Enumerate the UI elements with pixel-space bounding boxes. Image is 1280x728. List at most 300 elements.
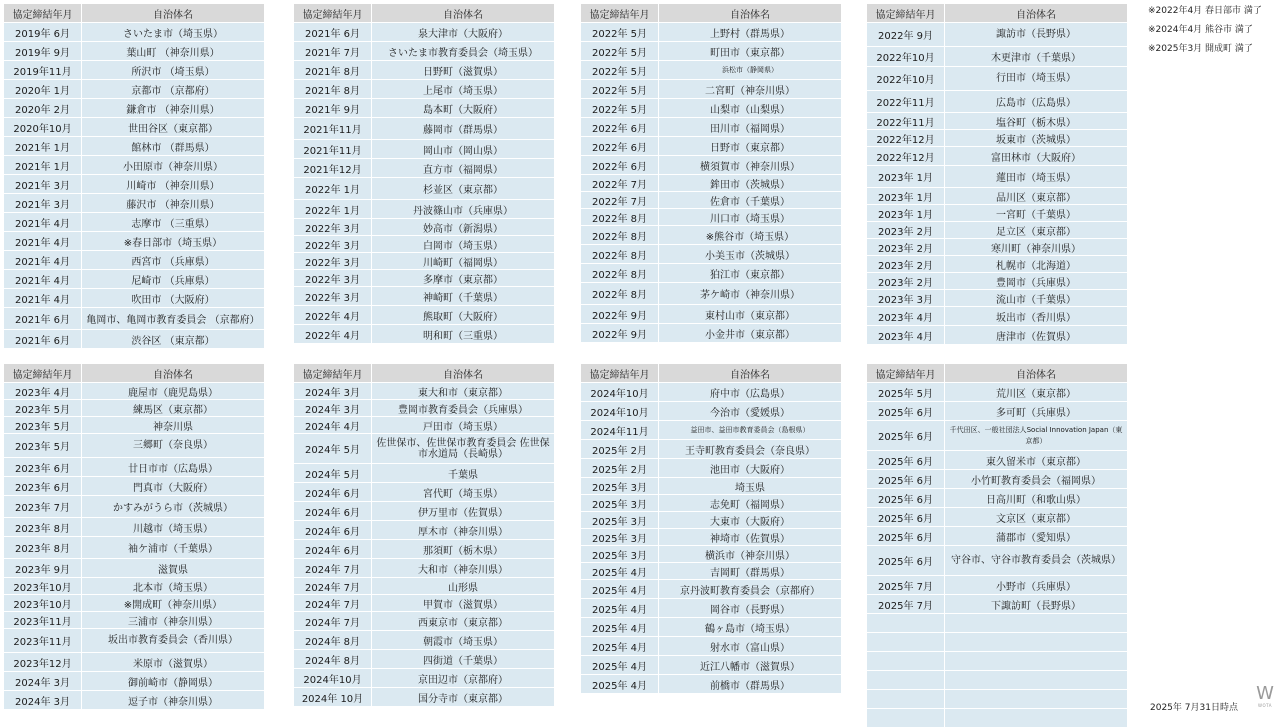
table-row — [581, 192, 842, 209]
table-row — [581, 42, 842, 61]
agreement-date-cell: 2025年 6月 — [867, 546, 945, 576]
municipality-cell: 戸田市（埼玉県） — [372, 417, 555, 434]
agreement-date-cell: 2025年 3月 — [581, 478, 659, 495]
agreement-date-cell: 2020年 1月 — [4, 80, 82, 99]
municipality-cell: 今治市（愛媛県） — [659, 402, 842, 421]
table-row — [867, 709, 1128, 728]
agreement-date-cell: 2022年 9月 — [867, 23, 945, 47]
table-row — [867, 147, 1128, 166]
header-municipality: 自治体名 — [372, 4, 555, 23]
municipality-cell: 小美玉市（茨城県） — [659, 245, 842, 264]
agreement-date-cell: 2021年 3月 — [4, 175, 82, 194]
agreement-date-cell: 2023年 2月 — [867, 273, 945, 290]
table-row — [4, 417, 265, 434]
table-row — [581, 656, 842, 675]
table-row — [4, 99, 265, 118]
agreement-date-cell: 2021年 9月 — [294, 99, 372, 118]
table-row — [581, 23, 842, 42]
municipality-cell: 王寺町教育委員会（奈良県） — [659, 440, 842, 459]
agreement-date-cell: 2022年 4月 — [294, 306, 372, 325]
municipality-cell: 鶴ヶ島市（埼玉県） — [659, 618, 842, 637]
municipality-cell: 川口市（埼玉県） — [659, 209, 842, 226]
municipality-cell: 足立区（東京都） — [945, 222, 1128, 239]
municipality-cell: 荒川区（東京都） — [945, 383, 1128, 402]
logo-text: WOTA — [1258, 703, 1272, 708]
agreement-date-cell: 2024年10月 — [581, 383, 659, 402]
table-row — [581, 546, 842, 563]
table-row — [867, 633, 1128, 652]
municipality-cell: 伊万里市（佐賀県） — [372, 502, 555, 521]
table-row — [294, 464, 555, 483]
agreement-date-cell: 2022年 4月 — [294, 325, 372, 344]
agreement-date-cell: 2022年 8月 — [581, 245, 659, 264]
table-row — [4, 518, 265, 537]
agreement-table — [580, 3, 842, 343]
municipality-cell: 大東市（大阪府） — [659, 512, 842, 529]
municipality-cell: 上野村（群馬県） — [659, 23, 842, 42]
municipality-cell: 田川市（福岡県） — [659, 118, 842, 137]
agreement-date-cell: 2024年 6月 — [294, 521, 372, 540]
agreement-date-cell: 2024年 3月 — [294, 400, 372, 417]
table-row — [581, 563, 842, 580]
table-row — [4, 156, 265, 175]
agreement-date-cell: 2022年 8月 — [581, 283, 659, 305]
municipality-cell: 泉大津市（大阪府） — [372, 23, 555, 42]
municipality-cell: 吉岡町（群馬県） — [659, 563, 842, 580]
table-row — [294, 23, 555, 42]
table-row — [4, 80, 265, 99]
table-row — [4, 612, 265, 629]
table-row — [867, 256, 1128, 273]
agreement-date-cell: 2025年 3月 — [581, 495, 659, 512]
agreement-date-cell: 2022年 7月 — [581, 192, 659, 209]
agreement-date-cell — [867, 614, 945, 633]
agreement-date-cell: 2025年 7月 — [867, 576, 945, 595]
table-row — [294, 42, 555, 61]
agreement-date-cell: 2025年 3月 — [581, 512, 659, 529]
table-row — [4, 175, 265, 194]
agreement-date-cell: 2021年11月 — [294, 140, 372, 159]
table-row — [867, 67, 1128, 91]
agreement-date-cell: 2024年 10月 — [294, 688, 372, 707]
municipality-cell: 岡山市（岡山県） — [372, 140, 555, 159]
table-row — [867, 113, 1128, 130]
agreement-table — [3, 3, 265, 349]
agreement-date-cell: 2022年 3月 — [294, 287, 372, 306]
table-row — [4, 434, 265, 458]
agreement-date-cell: 2022年 5月 — [581, 80, 659, 99]
municipality-cell: 日野町（滋賀県） — [372, 61, 555, 80]
municipality-cell: 朝霞市（埼玉県） — [372, 631, 555, 650]
agreement-date-cell: 2022年 3月 — [294, 236, 372, 253]
municipality-cell: 府中市（広島県） — [659, 383, 842, 402]
table-row — [294, 253, 555, 270]
municipality-cell: 守谷市、守谷市教育委員会（茨城県） — [945, 546, 1128, 576]
municipality-cell: 西東京市（東京都） — [372, 612, 555, 631]
table-row — [867, 546, 1128, 576]
agreement-table — [866, 363, 1128, 728]
agreement-date-cell: 2020年10月 — [4, 118, 82, 137]
header-municipality: 自治体名 — [945, 4, 1128, 23]
table-row — [4, 400, 265, 417]
agreement-date-cell — [867, 709, 945, 728]
municipality-cell: 小野市（兵庫県） — [945, 576, 1128, 595]
table-row — [4, 383, 265, 400]
table-row — [4, 137, 265, 156]
agreement-date-cell: 2024年10月 — [581, 402, 659, 421]
agreement-date-cell: 2025年 3月 — [581, 529, 659, 546]
municipality-cell: 逗子市（神奈川県） — [82, 691, 265, 710]
municipality-cell: 米原市（滋賀県） — [82, 653, 265, 672]
table-row — [294, 200, 555, 219]
municipality-cell: 坂出市教育委員会（香川県） — [82, 629, 265, 653]
agreement-date-cell: 2023年 8月 — [4, 537, 82, 559]
table-row — [4, 232, 265, 251]
table-row — [581, 264, 842, 283]
table-row — [294, 669, 555, 688]
header-agreement-date: 協定締結年月 — [581, 364, 659, 383]
table-row — [294, 559, 555, 578]
agreement-date-cell: 2023年 6月 — [4, 458, 82, 477]
agreement-date-cell: 2022年 7月 — [581, 175, 659, 192]
header-agreement-date: 協定締結年月 — [581, 4, 659, 23]
municipality-cell — [945, 633, 1128, 652]
table-row — [581, 675, 842, 694]
municipality-cell: 藤沢市 （神奈川県） — [82, 194, 265, 213]
municipality-cell: 甲賀市（滋賀県） — [372, 595, 555, 612]
table-row — [581, 618, 842, 637]
agreement-date-cell: 2025年 2月 — [581, 440, 659, 459]
table-row — [4, 42, 265, 61]
agreement-date-cell: 2023年10月 — [4, 578, 82, 595]
table-row — [581, 61, 842, 80]
table-header-row — [867, 4, 1128, 23]
table-header-row — [581, 364, 842, 383]
table-row — [867, 652, 1128, 671]
header-municipality: 自治体名 — [82, 364, 265, 383]
municipality-cell: 東久留米市（東京都） — [945, 451, 1128, 470]
table-row — [581, 118, 842, 137]
agreement-date-cell: 2021年12月 — [294, 159, 372, 178]
agreement-date-cell: 2025年 4月 — [581, 675, 659, 694]
municipality-cell: 塩谷町（栃木県） — [945, 113, 1128, 130]
table-row — [581, 226, 842, 245]
municipality-cell: 狛江市（東京都） — [659, 264, 842, 283]
municipality-cell: 小金井市（東京都） — [659, 324, 842, 343]
agreement-date-cell: 2023年11月 — [4, 629, 82, 653]
municipality-cell: 東村山市（東京都） — [659, 305, 842, 324]
municipality-cell: 小竹町教育委員会（福岡県） — [945, 470, 1128, 489]
agreement-date-cell: 2022年 3月 — [294, 270, 372, 287]
table-row — [4, 213, 265, 232]
agreement-date-cell: 2023年 4月 — [867, 326, 945, 345]
table-row — [867, 451, 1128, 470]
municipality-cell: 大和市（神奈川県） — [372, 559, 555, 578]
municipality-cell: さいたま市（埼玉県） — [82, 23, 265, 42]
agreement-table — [3, 363, 265, 710]
agreement-date-cell: 2022年 3月 — [294, 253, 372, 270]
municipality-cell: 川崎町（福岡県） — [372, 253, 555, 270]
municipality-cell: 鎌倉市 （神奈川県） — [82, 99, 265, 118]
table-row — [867, 273, 1128, 290]
table-row — [4, 559, 265, 578]
header-municipality: 自治体名 — [372, 364, 555, 383]
municipality-cell: 練馬区（東京都） — [82, 400, 265, 417]
table-row — [581, 637, 842, 656]
agreement-date-cell: 2021年 1月 — [4, 137, 82, 156]
agreement-date-cell: 2025年 4月 — [581, 656, 659, 675]
table-row — [581, 478, 842, 495]
table-row — [294, 306, 555, 325]
agreement-date-cell: 2023年10月 — [4, 595, 82, 612]
municipality-cell: 佐世保市、佐世保市教育委員会 佐世保市水道局（長崎県） — [372, 434, 555, 464]
agreement-date-cell: 2025年 2月 — [581, 459, 659, 478]
municipality-cell: 山形県 — [372, 578, 555, 595]
table-row — [4, 194, 265, 213]
agreement-date-cell: 2024年 7月 — [294, 578, 372, 595]
municipality-cell: 茅ケ崎市（神奈川県） — [659, 283, 842, 305]
agreement-date-cell: 2024年 3月 — [294, 383, 372, 400]
agreement-date-cell: 2024年11月 — [581, 421, 659, 440]
agreement-table — [293, 3, 555, 344]
municipality-cell: 日高川町（和歌山県） — [945, 489, 1128, 508]
municipality-cell: 坂出市（香川県） — [945, 307, 1128, 326]
municipality-cell: 上尾市（埼玉県） — [372, 80, 555, 99]
municipality-cell: 葉山町 （神奈川県） — [82, 42, 265, 61]
municipality-cell: 豊岡市教育委員会（兵庫県） — [372, 400, 555, 417]
table-row — [294, 325, 555, 344]
table-row — [4, 477, 265, 496]
header-municipality: 自治体名 — [945, 364, 1128, 383]
agreement-date-cell: 2024年 5月 — [294, 464, 372, 483]
table-row — [294, 521, 555, 540]
agreement-date-cell: 2021年 6月 — [4, 330, 82, 349]
agreement-date-cell: 2022年 3月 — [294, 219, 372, 236]
table-row — [581, 580, 842, 599]
municipality-cell: 小田原市（神奈川県） — [82, 156, 265, 175]
header-agreement-date: 協定締結年月 — [867, 364, 945, 383]
agreement-table — [580, 363, 842, 694]
agreement-date-cell: 2024年 7月 — [294, 612, 372, 631]
table-row — [867, 222, 1128, 239]
table-row — [294, 650, 555, 669]
table-row — [4, 595, 265, 612]
municipality-cell: 坂東市（茨城県） — [945, 130, 1128, 147]
table-row — [581, 599, 842, 618]
table-row — [867, 383, 1128, 402]
municipality-cell: 館林市 （群馬県） — [82, 137, 265, 156]
municipality-cell: 岡谷市（長野県） — [659, 599, 842, 618]
agreement-table — [293, 363, 555, 707]
agreement-date-cell: 2022年 6月 — [581, 118, 659, 137]
table-row — [867, 470, 1128, 489]
agreement-date-cell: 2023年 2月 — [867, 222, 945, 239]
table-row — [4, 496, 265, 518]
table-header-row — [4, 364, 265, 383]
municipality-cell: 埼玉県 — [659, 478, 842, 495]
agreement-date-cell: 2023年 7月 — [4, 496, 82, 518]
municipality-cell: 千葉県 — [372, 464, 555, 483]
agreement-date-cell: 2019年11月 — [4, 61, 82, 80]
municipality-cell: 神埼市（佐賀県） — [659, 529, 842, 546]
agreement-date-cell: 2024年 6月 — [294, 483, 372, 502]
header-agreement-date: 協定締結年月 — [4, 4, 82, 23]
table-row — [4, 330, 265, 349]
table-row — [581, 99, 842, 118]
agreement-date-cell: 2021年 4月 — [4, 232, 82, 251]
agreement-date-cell: 2023年 1月 — [867, 205, 945, 222]
table-row — [4, 118, 265, 137]
municipality-cell: 京都市 （京都府） — [82, 80, 265, 99]
agreement-date-cell: 2023年11月 — [4, 612, 82, 629]
table-row — [4, 578, 265, 595]
municipality-cell: 蒲郡市（愛知県） — [945, 527, 1128, 546]
table-row — [581, 440, 842, 459]
agreement-date-cell: 2024年 7月 — [294, 595, 372, 612]
as-of-date: 2025年 7月31日時点 — [1150, 703, 1238, 713]
agreement-date-cell: 2023年 3月 — [867, 290, 945, 307]
municipality-cell: 富田林市（大阪府） — [945, 147, 1128, 166]
agreement-date-cell: 2023年 4月 — [867, 307, 945, 326]
note-item: ※2022年4月 春日部市 満了 — [1148, 6, 1262, 16]
agreement-date-cell: 2023年 5月 — [4, 417, 82, 434]
municipality-cell: 所沢市 （埼玉県） — [82, 61, 265, 80]
agreement-date-cell: 2024年10月 — [294, 669, 372, 688]
table-row — [867, 290, 1128, 307]
table-row — [867, 166, 1128, 188]
table-row — [294, 80, 555, 99]
table-row — [867, 614, 1128, 633]
table-row — [581, 529, 842, 546]
table-row — [294, 595, 555, 612]
table-row — [581, 80, 842, 99]
table-row — [4, 289, 265, 308]
municipality-cell: 東大和市（東京都） — [372, 383, 555, 400]
table-row — [294, 287, 555, 306]
municipality-cell: 前橋市（群馬県） — [659, 675, 842, 694]
municipality-cell: 山梨市（山梨県） — [659, 99, 842, 118]
municipality-cell: 神奈川県 — [82, 417, 265, 434]
agreement-date-cell: 2025年 6月 — [867, 402, 945, 421]
municipality-cell: 京田辺市（京都府） — [372, 669, 555, 688]
expiry-notes — [1148, 2, 1262, 59]
municipality-cell — [945, 690, 1128, 709]
agreement-date-cell: 2025年 7月 — [867, 595, 945, 614]
table-row — [581, 245, 842, 264]
agreement-date-cell: 2023年 8月 — [4, 518, 82, 537]
municipality-cell: 吹田市 （大阪府） — [82, 289, 265, 308]
table-row — [867, 576, 1128, 595]
agreement-date-cell: 2024年 8月 — [294, 631, 372, 650]
agreement-date-cell: 2023年 5月 — [4, 400, 82, 417]
agreement-date-cell: 2023年12月 — [4, 653, 82, 672]
municipality-cell: 尼崎市 （兵庫県） — [82, 270, 265, 289]
table-row — [4, 691, 265, 710]
table-row — [4, 270, 265, 289]
agreement-date-cell: 2024年 5月 — [294, 434, 372, 464]
municipality-cell: 川崎市 （神奈川県） — [82, 175, 265, 194]
table-row — [581, 421, 842, 440]
municipality-cell — [945, 614, 1128, 633]
municipality-cell: 熊取町（大阪府） — [372, 306, 555, 325]
municipality-cell: 横須賀市（神奈川県） — [659, 156, 842, 175]
table-row — [4, 308, 265, 330]
agreement-date-cell: 2021年 6月 — [294, 23, 372, 42]
municipality-cell: かすみがうら市（茨城県） — [82, 496, 265, 518]
municipality-cell: 諏訪市（長野県） — [945, 23, 1128, 47]
agreement-date-cell: 2021年 4月 — [4, 270, 82, 289]
agreement-date-cell: 2021年 1月 — [4, 156, 82, 175]
municipality-cell: 門真市（大阪府） — [82, 477, 265, 496]
agreement-date-cell: 2023年 6月 — [4, 477, 82, 496]
municipality-cell: 明和町（三重県） — [372, 325, 555, 344]
table-row — [294, 540, 555, 559]
table-row — [581, 402, 842, 421]
municipality-cell: 浜松市（静岡県） — [659, 61, 842, 80]
municipality-cell: 千代田区、一般社団法人Social Innovation Japan（東京都） — [945, 421, 1128, 451]
table-row — [4, 61, 265, 80]
table-row — [4, 537, 265, 559]
agreement-date-cell: 2025年 4月 — [581, 599, 659, 618]
agreement-date-cell: 2022年 8月 — [581, 264, 659, 283]
municipality-cell: 日野市（東京都） — [659, 137, 842, 156]
table-row — [867, 205, 1128, 222]
municipality-cell: 下諏訪町（長野県） — [945, 595, 1128, 614]
agreement-date-cell: 2019年 9月 — [4, 42, 82, 61]
table-row — [867, 421, 1128, 451]
table-row — [294, 502, 555, 521]
table-row — [867, 595, 1128, 614]
agreement-date-cell: 2023年 5月 — [4, 434, 82, 458]
municipality-cell: 文京区（東京都） — [945, 508, 1128, 527]
agreement-date-cell: 2025年 6月 — [867, 451, 945, 470]
municipality-cell: 丹波篠山市（兵庫県） — [372, 200, 555, 219]
municipality-cell: 亀岡市、亀岡市教育委員会 （京都府） — [82, 308, 265, 330]
agreement-date-cell: 2025年 4月 — [581, 637, 659, 656]
municipality-cell: 鉾田市（茨城県） — [659, 175, 842, 192]
table-row — [294, 434, 555, 464]
municipality-cell: 池田市（大阪府） — [659, 459, 842, 478]
agreement-date-cell: 2022年 6月 — [581, 156, 659, 175]
agreement-date-cell: 2021年 8月 — [294, 80, 372, 99]
municipality-cell: 寒川町（神奈川県） — [945, 239, 1128, 256]
agreement-date-cell: 2022年 1月 — [294, 178, 372, 200]
agreement-date-cell: 2022年 8月 — [581, 226, 659, 245]
table-row — [581, 137, 842, 156]
table-row — [294, 140, 555, 159]
municipality-cell: 四街道（千葉県） — [372, 650, 555, 669]
agreement-date-cell: 2022年 5月 — [581, 42, 659, 61]
agreement-date-cell: 2022年11月 — [867, 113, 945, 130]
agreement-date-cell: 2024年 7月 — [294, 559, 372, 578]
agreement-date-cell: 2021年 4月 — [4, 251, 82, 270]
table-row — [867, 23, 1128, 47]
table-row — [294, 417, 555, 434]
logo-mark: W — [1256, 683, 1274, 704]
agreement-date-cell: 2025年 4月 — [581, 580, 659, 599]
municipality-cell: 品川区（東京都） — [945, 188, 1128, 205]
municipality-cell: 那須町（栃木県） — [372, 540, 555, 559]
municipality-cell: 三郷町（奈良県） — [82, 434, 265, 458]
table-row — [867, 489, 1128, 508]
agreement-date-cell — [867, 690, 945, 709]
municipality-cell — [945, 652, 1128, 671]
table-row — [867, 239, 1128, 256]
table-row — [581, 305, 842, 324]
agreement-table — [866, 3, 1128, 345]
agreement-date-cell: 2019年 6月 — [4, 23, 82, 42]
agreement-date-cell: 2022年11月 — [867, 91, 945, 113]
